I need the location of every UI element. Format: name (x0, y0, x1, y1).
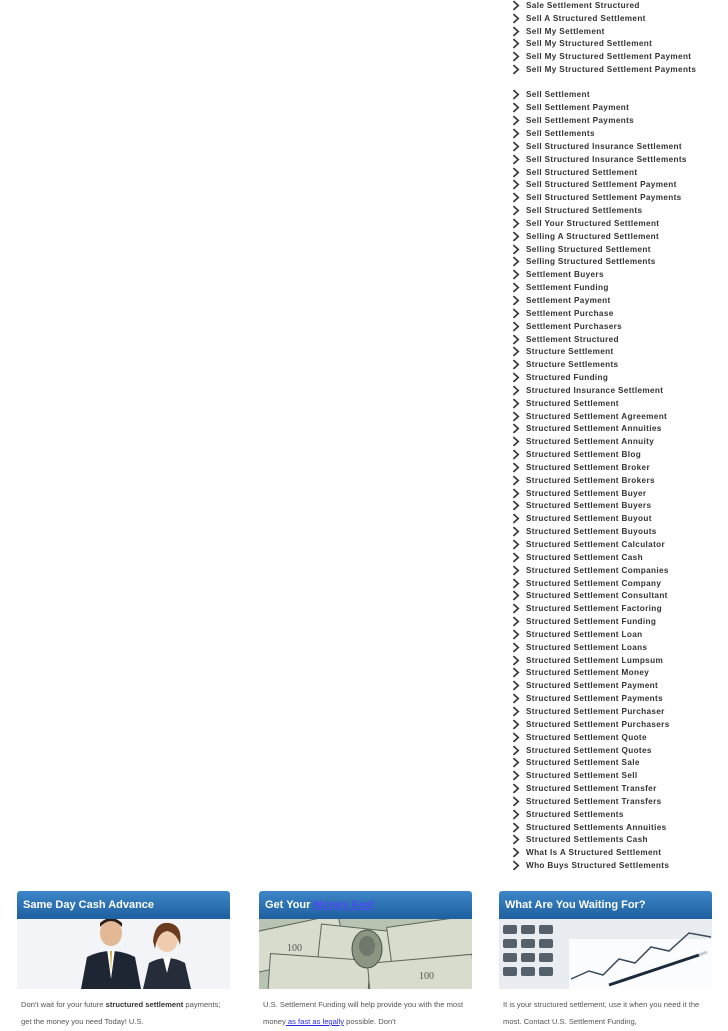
keyword-link-item[interactable] (510, 423, 725, 436)
chevron-right-icon (512, 346, 522, 357)
chevron-right-icon (512, 847, 522, 858)
chevron-right-icon (512, 308, 522, 319)
box-title: Get Your Money Fast (259, 891, 472, 919)
keyword-link-item[interactable] (510, 769, 725, 782)
chevron-right-icon (512, 565, 522, 576)
keyword-link-label[interactable]: Sell Structured Insurance Settlement (526, 141, 682, 151)
keyword-link-label[interactable]: Who Buys Structured Settlements (526, 861, 670, 871)
keyword-link-item[interactable] (510, 63, 725, 76)
keyword-link-item[interactable] (510, 782, 725, 795)
keyword-link-item[interactable] (510, 731, 725, 744)
chevron-right-icon (512, 51, 522, 62)
keyword-link-item[interactable] (510, 641, 725, 654)
chevron-right-icon (512, 115, 522, 126)
chevron-right-icon (512, 500, 522, 511)
keyword-link-label[interactable]: Structured Settlement Quotes (526, 745, 652, 755)
keyword-link-item[interactable] (510, 744, 725, 757)
keyword-link-label[interactable]: Structured Settlement Blog (526, 450, 642, 460)
keyword-link-item[interactable] (510, 628, 725, 641)
keyword-link-label[interactable]: Sell A Structured Settlement (526, 13, 646, 23)
chevron-right-icon (512, 154, 522, 165)
chevron-right-icon (512, 462, 522, 473)
keyword-link-label[interactable]: Structured Settlement Annuity (526, 437, 655, 447)
keyword-link-label[interactable]: Sell My Structured Settlement Payment (526, 52, 692, 62)
keyword-link-label[interactable]: Structured Settlement Payment (526, 681, 659, 691)
keyword-link-item[interactable] (510, 384, 725, 397)
chevron-right-icon (512, 513, 522, 524)
calculator-chart-photo (499, 919, 712, 989)
keyword-link-label[interactable]: Structured Settlement Quote (526, 732, 647, 742)
keyword-link-item[interactable] (510, 718, 725, 731)
keyword-link-item[interactable] (510, 821, 725, 834)
keyword-link-item[interactable] (510, 705, 725, 718)
keyword-link-label[interactable]: Structured Settlement Money (526, 668, 650, 678)
chevron-right-icon (512, 244, 522, 255)
keyword-link-item[interactable] (510, 692, 725, 705)
keyword-link-item[interactable] (510, 461, 725, 474)
keyword-link-label[interactable]: Settlement Funding (526, 283, 609, 293)
chevron-right-icon (512, 411, 522, 422)
keyword-link-item[interactable] (510, 654, 725, 667)
chevron-right-icon (512, 102, 522, 113)
keyword-link-label[interactable]: Structured Settlement Purchaser (526, 706, 665, 716)
chevron-right-icon (512, 192, 522, 203)
chevron-right-icon (512, 372, 522, 383)
box-description: Don't wait for your future structured settlement payments; get the money you need Today! U.S. (21, 1000, 221, 1026)
keyword-link-item[interactable] (510, 217, 725, 230)
keyword-link-item[interactable] (510, 127, 725, 140)
keyword-link-item[interactable] (510, 243, 725, 256)
chevron-right-icon (512, 231, 522, 242)
chevron-right-icon (512, 128, 522, 139)
keyword-link-item[interactable] (510, 615, 725, 628)
keyword-link-label[interactable]: Structured Settlement Brokers (526, 475, 655, 485)
keyword-link-item[interactable] (510, 589, 725, 602)
chevron-right-icon (512, 667, 522, 678)
keyword-link-label[interactable]: Settlement Purchase (526, 308, 614, 318)
keyword-link-item[interactable] (510, 551, 725, 564)
keyword-link-item[interactable] (510, 448, 725, 461)
keyword-link-item[interactable] (510, 178, 725, 191)
keyword-link-label[interactable]: Structured Settlement Sale (526, 758, 640, 768)
as-fast-as-legally-link[interactable]: as fast as legally (285, 1017, 345, 1026)
chevron-right-icon (512, 796, 522, 807)
keyword-link-label[interactable]: Structured Settlement Buyers (526, 501, 652, 511)
keyword-link-item[interactable] (510, 859, 725, 872)
chevron-right-icon (512, 693, 522, 704)
keyword-link-item[interactable] (510, 320, 725, 333)
chevron-right-icon (512, 732, 522, 743)
keyword-link-item[interactable] (510, 140, 725, 153)
chevron-right-icon (512, 282, 522, 293)
keyword-link-item[interactable] (510, 12, 725, 25)
chevron-right-icon (512, 809, 522, 820)
keyword-link-label[interactable]: Sell Structured Settlement Payment (526, 180, 677, 190)
box-title: What Are You Waiting For? (499, 891, 712, 919)
keyword-link-item[interactable] (510, 166, 725, 179)
chevron-right-icon (512, 179, 522, 190)
keyword-link-label[interactable]: Structured Settlement Loan (526, 629, 643, 639)
keyword-link-item[interactable] (510, 602, 725, 615)
keyword-link-item[interactable] (510, 435, 725, 448)
keyword-link-label[interactable]: Sell Structured Settlement (526, 167, 638, 177)
keyword-link-item[interactable] (510, 294, 725, 307)
keyword-link-label[interactable]: Structured Settlements (526, 809, 624, 819)
keyword-link-label[interactable]: Structured Settlement Company (526, 578, 662, 588)
keyword-link-item[interactable] (510, 101, 725, 114)
chevron-right-icon (512, 398, 522, 409)
keyword-link-item[interactable] (510, 204, 725, 217)
keyword-link-label[interactable]: Sell Settlements (526, 129, 595, 139)
keyword-link-label[interactable]: Structured Settlement Loans (526, 642, 648, 652)
keyword-link-label[interactable]: Sell Settlement Payment (526, 103, 630, 113)
keyword-link-item[interactable] (510, 114, 725, 127)
box-title: Same Day Cash Advance (17, 891, 230, 919)
keyword-link-item[interactable] (510, 538, 725, 551)
keyword-link-label[interactable]: What Is A Structured Settlement (526, 848, 662, 858)
keyword-link-item[interactable] (510, 230, 725, 243)
keyword-link-label[interactable]: Structured Settlement Transfer (526, 784, 657, 794)
chevron-right-icon (512, 578, 522, 589)
chevron-right-icon (512, 359, 522, 370)
chevron-right-icon (512, 475, 522, 486)
keyword-link-label[interactable]: Structured Settlement Factoring (526, 604, 662, 614)
chevron-right-icon (512, 860, 522, 871)
keyword-link-item[interactable] (510, 834, 725, 847)
chevron-right-icon (512, 385, 522, 396)
svg-text:100: 100 (287, 943, 302, 954)
keyword-link-item[interactable] (510, 525, 725, 538)
keyword-link-label[interactable]: Selling Structured Settlement (526, 244, 651, 254)
money-fast-link[interactable]: Money Fast (313, 899, 375, 911)
keyword-link-label[interactable]: Structured Insurance Settlement (526, 385, 664, 395)
keyword-link-label[interactable]: Structured Settlement Purchasers (526, 719, 670, 729)
keyword-link-item[interactable] (510, 333, 725, 346)
chevron-right-icon (512, 822, 522, 833)
chevron-right-icon (512, 642, 522, 653)
chevron-right-icon (512, 64, 522, 75)
keyword-link-item[interactable] (510, 358, 725, 371)
keyword-link-label[interactable]: Structured Settlement Transfers (526, 796, 662, 806)
business-people-photo (17, 919, 230, 989)
keyword-link-label[interactable]: Sell Settlement (526, 90, 590, 100)
keyword-link-label[interactable]: Selling Structured Settlements (526, 257, 656, 267)
keyword-link-item[interactable] (510, 281, 725, 294)
box-description: U.S. Settlement Funding will help provide you with the most money as fast as legally possible. Don't (263, 1000, 464, 1026)
keyword-link-label[interactable]: Sell Settlement Payments (526, 116, 635, 126)
chevron-right-icon (512, 719, 522, 730)
keyword-link-label[interactable]: Structured Settlement Agreement (526, 411, 668, 421)
keyword-link-label[interactable]: Settlement Purchasers (526, 321, 623, 331)
keyword-link-item[interactable] (510, 256, 725, 269)
chevron-right-icon (512, 590, 522, 601)
chevron-right-icon (512, 526, 522, 537)
keyword-group-1 (510, 0, 725, 76)
keyword-link-label[interactable]: Structure Settlements (526, 360, 619, 370)
keyword-link-label[interactable]: Sell Structured Settlements (526, 206, 643, 216)
keyword-link-item[interactable] (510, 512, 725, 525)
keyword-link-item[interactable] (510, 795, 725, 808)
keyword-link-label[interactable]: Settlement Buyers (526, 270, 604, 280)
keyword-link-label[interactable]: Structured Settlement Lumpsum (526, 655, 664, 665)
keyword-link-item[interactable] (510, 756, 725, 769)
chevron-right-icon (512, 321, 522, 332)
keyword-link-item[interactable] (510, 25, 725, 38)
keyword-link-label[interactable]: Sell Your Structured Settlement (526, 218, 660, 228)
keyword-link-list (510, 0, 725, 872)
keyword-link-label[interactable]: Structured Settlement Funding (526, 617, 657, 627)
chevron-right-icon (512, 603, 522, 614)
chevron-right-icon (512, 295, 522, 306)
keyword-link-label[interactable]: Structured Settlement Consultant (526, 591, 668, 601)
keyword-link-item[interactable] (510, 89, 725, 102)
keyword-link-label[interactable]: Structured Settlements Annuities (526, 822, 667, 832)
keyword-link-label[interactable]: Sell My Settlement (526, 26, 605, 36)
keyword-link-item[interactable] (510, 191, 725, 204)
chevron-right-icon (512, 436, 522, 447)
keyword-link-item[interactable] (510, 268, 725, 281)
keyword-link-label[interactable]: Sell Structured Insurance Settlements (526, 154, 687, 164)
keyword-link-label[interactable]: Structured Settlement Calculator (526, 540, 666, 550)
chevron-right-icon (512, 770, 522, 781)
feature-box-money-fast (259, 891, 472, 1031)
chevron-right-icon (512, 834, 522, 845)
keyword-link-item[interactable] (510, 397, 725, 410)
chevron-right-icon (512, 38, 522, 49)
chevron-right-icon (512, 89, 522, 100)
keyword-link-item[interactable] (510, 307, 725, 320)
keyword-link-item[interactable] (510, 500, 725, 513)
keyword-link-label[interactable]: Structured Settlement Broker (526, 462, 650, 472)
keyword-link-item[interactable] (510, 371, 725, 384)
keyword-link-label[interactable]: Settlement Payment (526, 295, 611, 305)
keyword-link-label[interactable]: Structure Settlement (526, 347, 614, 357)
keyword-link-label[interactable]: Structured Settlement Payments (526, 694, 663, 704)
keyword-group-2 (510, 89, 725, 872)
keyword-link-item[interactable] (510, 577, 725, 590)
keyword-link-label[interactable]: Structured Settlement Annuities (526, 424, 662, 434)
feature-box-waiting (499, 891, 712, 1031)
keyword-link-item[interactable] (510, 153, 725, 166)
chevron-right-icon (512, 655, 522, 666)
keyword-link-item[interactable] (510, 474, 725, 487)
keyword-link-item[interactable] (510, 38, 725, 51)
chevron-right-icon (512, 0, 522, 11)
keyword-link-label[interactable]: Structured Settlements Cash (526, 835, 648, 845)
keyword-link-label[interactable]: Structured Settlement Buyouts (526, 527, 657, 537)
keyword-link-label[interactable]: Sell My Structured Settlement Payments (526, 65, 697, 75)
chevron-right-icon (512, 616, 522, 627)
chevron-right-icon (512, 141, 522, 152)
keyword-link-item[interactable] (510, 564, 725, 577)
chevron-right-icon (512, 449, 522, 460)
keyword-link-item[interactable] (510, 667, 725, 680)
keyword-link-label[interactable]: Structured Settlement (526, 398, 619, 408)
keyword-link-label[interactable]: Structured Settlement Companies (526, 565, 669, 575)
chevron-right-icon (512, 552, 522, 563)
chevron-right-icon (512, 757, 522, 768)
chevron-right-icon (512, 680, 522, 691)
keyword-link-item[interactable] (510, 50, 725, 63)
chevron-right-icon (512, 629, 522, 640)
chevron-right-icon (512, 26, 522, 37)
keyword-link-label[interactable]: Selling A Structured Settlement (526, 231, 660, 241)
chevron-right-icon (512, 205, 522, 216)
chevron-right-icon (512, 783, 522, 794)
keyword-link-label[interactable]: Structured Settlement Sell (526, 771, 638, 781)
chevron-right-icon (512, 218, 522, 229)
chevron-right-icon (512, 706, 522, 717)
keyword-link-item[interactable] (510, 345, 725, 358)
chevron-right-icon (512, 488, 522, 499)
chevron-right-icon (512, 334, 522, 345)
keyword-link-item[interactable] (510, 846, 725, 859)
keyword-link-label[interactable]: Structured Settlement Buyout (526, 514, 652, 524)
keyword-link-item[interactable] (510, 679, 725, 692)
keyword-link-label[interactable]: Sale Settlement Structured (526, 0, 640, 10)
keyword-link-item[interactable] (510, 487, 725, 500)
chevron-right-icon (512, 167, 522, 178)
chevron-right-icon (512, 269, 522, 280)
chevron-right-icon (512, 539, 522, 550)
chevron-right-icon (512, 745, 522, 756)
dollar-bills-photo (259, 919, 472, 989)
keyword-link-item[interactable] (510, 0, 725, 12)
keyword-link-label[interactable]: Settlement Structured (526, 334, 619, 344)
keyword-link-item[interactable] (510, 410, 725, 423)
keyword-link-label[interactable]: Structured Settlement Buyer (526, 488, 647, 498)
keyword-link-label[interactable]: Sell My Structured Settlement (526, 39, 653, 49)
chevron-right-icon (512, 13, 522, 24)
chevron-right-icon (512, 423, 522, 434)
svg-text:100: 100 (419, 971, 434, 982)
feature-boxes (17, 891, 728, 1031)
keyword-link-label[interactable]: Structured Funding (526, 373, 609, 383)
keyword-link-label[interactable]: Sell Structured Settlement Payments (526, 193, 682, 203)
feature-box-cash-advance (17, 891, 230, 1031)
keyword-link-item[interactable] (510, 808, 725, 821)
chevron-right-icon (512, 256, 522, 267)
keyword-link-label[interactable]: Structured Settlement Cash (526, 552, 643, 562)
box-description: It is your structured settlement, use it when you need it the most. Contact U.S. Settlement Funding, (503, 1000, 700, 1026)
